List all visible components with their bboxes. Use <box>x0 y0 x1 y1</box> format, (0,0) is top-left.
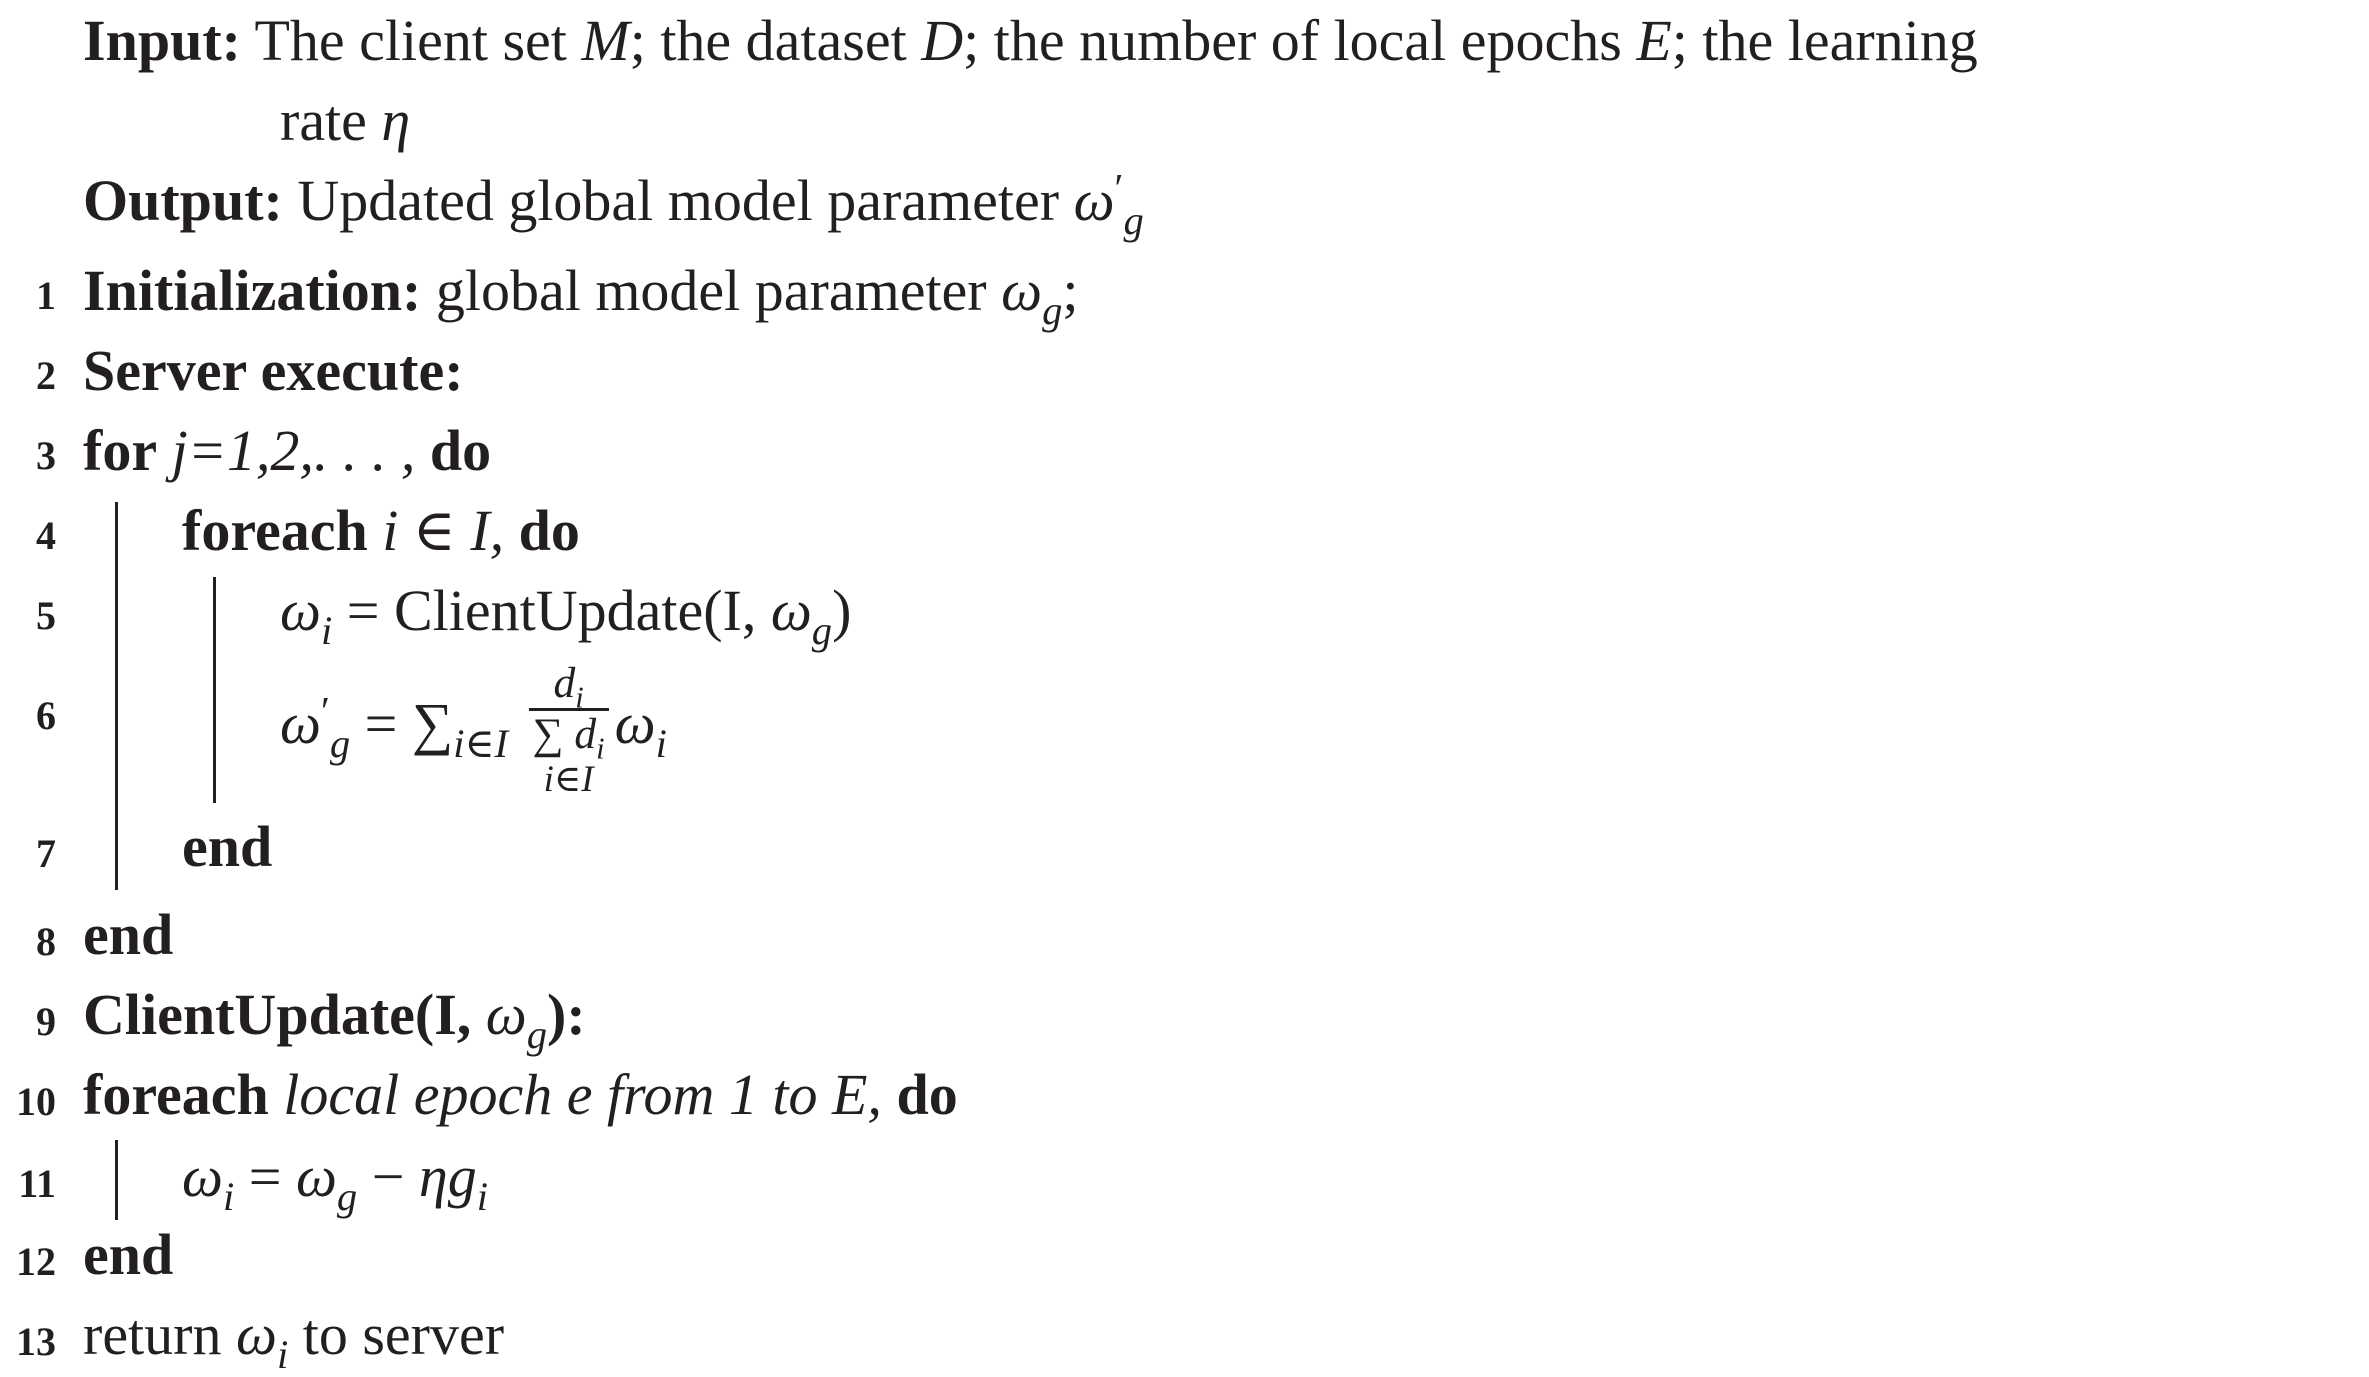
line-number: 4 <box>36 513 56 558</box>
algo-line-6: $\omega'_g = \sum_{i\in I}$ $d_i$ ∑ $d_i$ i∈I $\omega_i$ <box>280 659 667 799</box>
line-number: 3 <box>36 433 56 478</box>
block-bar-foreach <box>213 577 216 803</box>
line-number: 8 <box>36 919 56 964</box>
line-number: 1 <box>36 273 56 318</box>
algo-line-10: foreach local epoch e from 1 to E, do <box>83 1062 958 1127</box>
line-number: 11 <box>18 1161 56 1206</box>
input-line: Input: The client set M; the dataset D; the number of local epochs E; the learning <box>83 8 1978 73</box>
output-label: Output: <box>83 168 283 233</box>
line-number: 9 <box>36 999 56 1044</box>
algo-line-7: end <box>182 814 273 879</box>
algo-line-4: foreach i ∈ I, do <box>182 498 580 563</box>
algo-line-5: $\omega_i$ = ClientUpdate(I, $\omega_g$) <box>280 578 852 654</box>
algo-line-12: end <box>83 1222 174 1287</box>
fraction: $d_i$ ∑ $d_i$ i∈I <box>529 660 609 799</box>
input-label: Input: <box>83 8 241 73</box>
algo-line-9: ClientUpdate(I, $\omega_g$): <box>83 982 586 1058</box>
algo-line-3: for j=1,2,. . . , do <box>83 418 492 483</box>
algo-line-2: Server execute: <box>83 338 464 403</box>
line-number: 7 <box>36 831 56 876</box>
line-number: 2 <box>36 353 56 398</box>
line-number: 6 <box>36 693 56 738</box>
line-number: 10 <box>16 1079 56 1124</box>
input-line-cont: rate η <box>280 88 411 153</box>
block-bar-for <box>115 502 118 890</box>
line-number: 5 <box>36 593 56 638</box>
block-bar-epoch <box>115 1140 118 1220</box>
line-number: 12 <box>16 1239 56 1284</box>
algo-line-8: end <box>83 902 174 967</box>
algo-line-1: Initialization: global model parameter $\omega_g$; <box>83 258 1079 334</box>
output-line: Output: Updated global model parameter $\omega'_g$ <box>83 165 1144 244</box>
algo-line-13: return $\omega_i$ to server <box>83 1302 505 1377</box>
algo-line-11: $\omega_i = \omega_g - \eta g_i$ <box>182 1144 488 1220</box>
line-number: 13 <box>16 1319 56 1364</box>
